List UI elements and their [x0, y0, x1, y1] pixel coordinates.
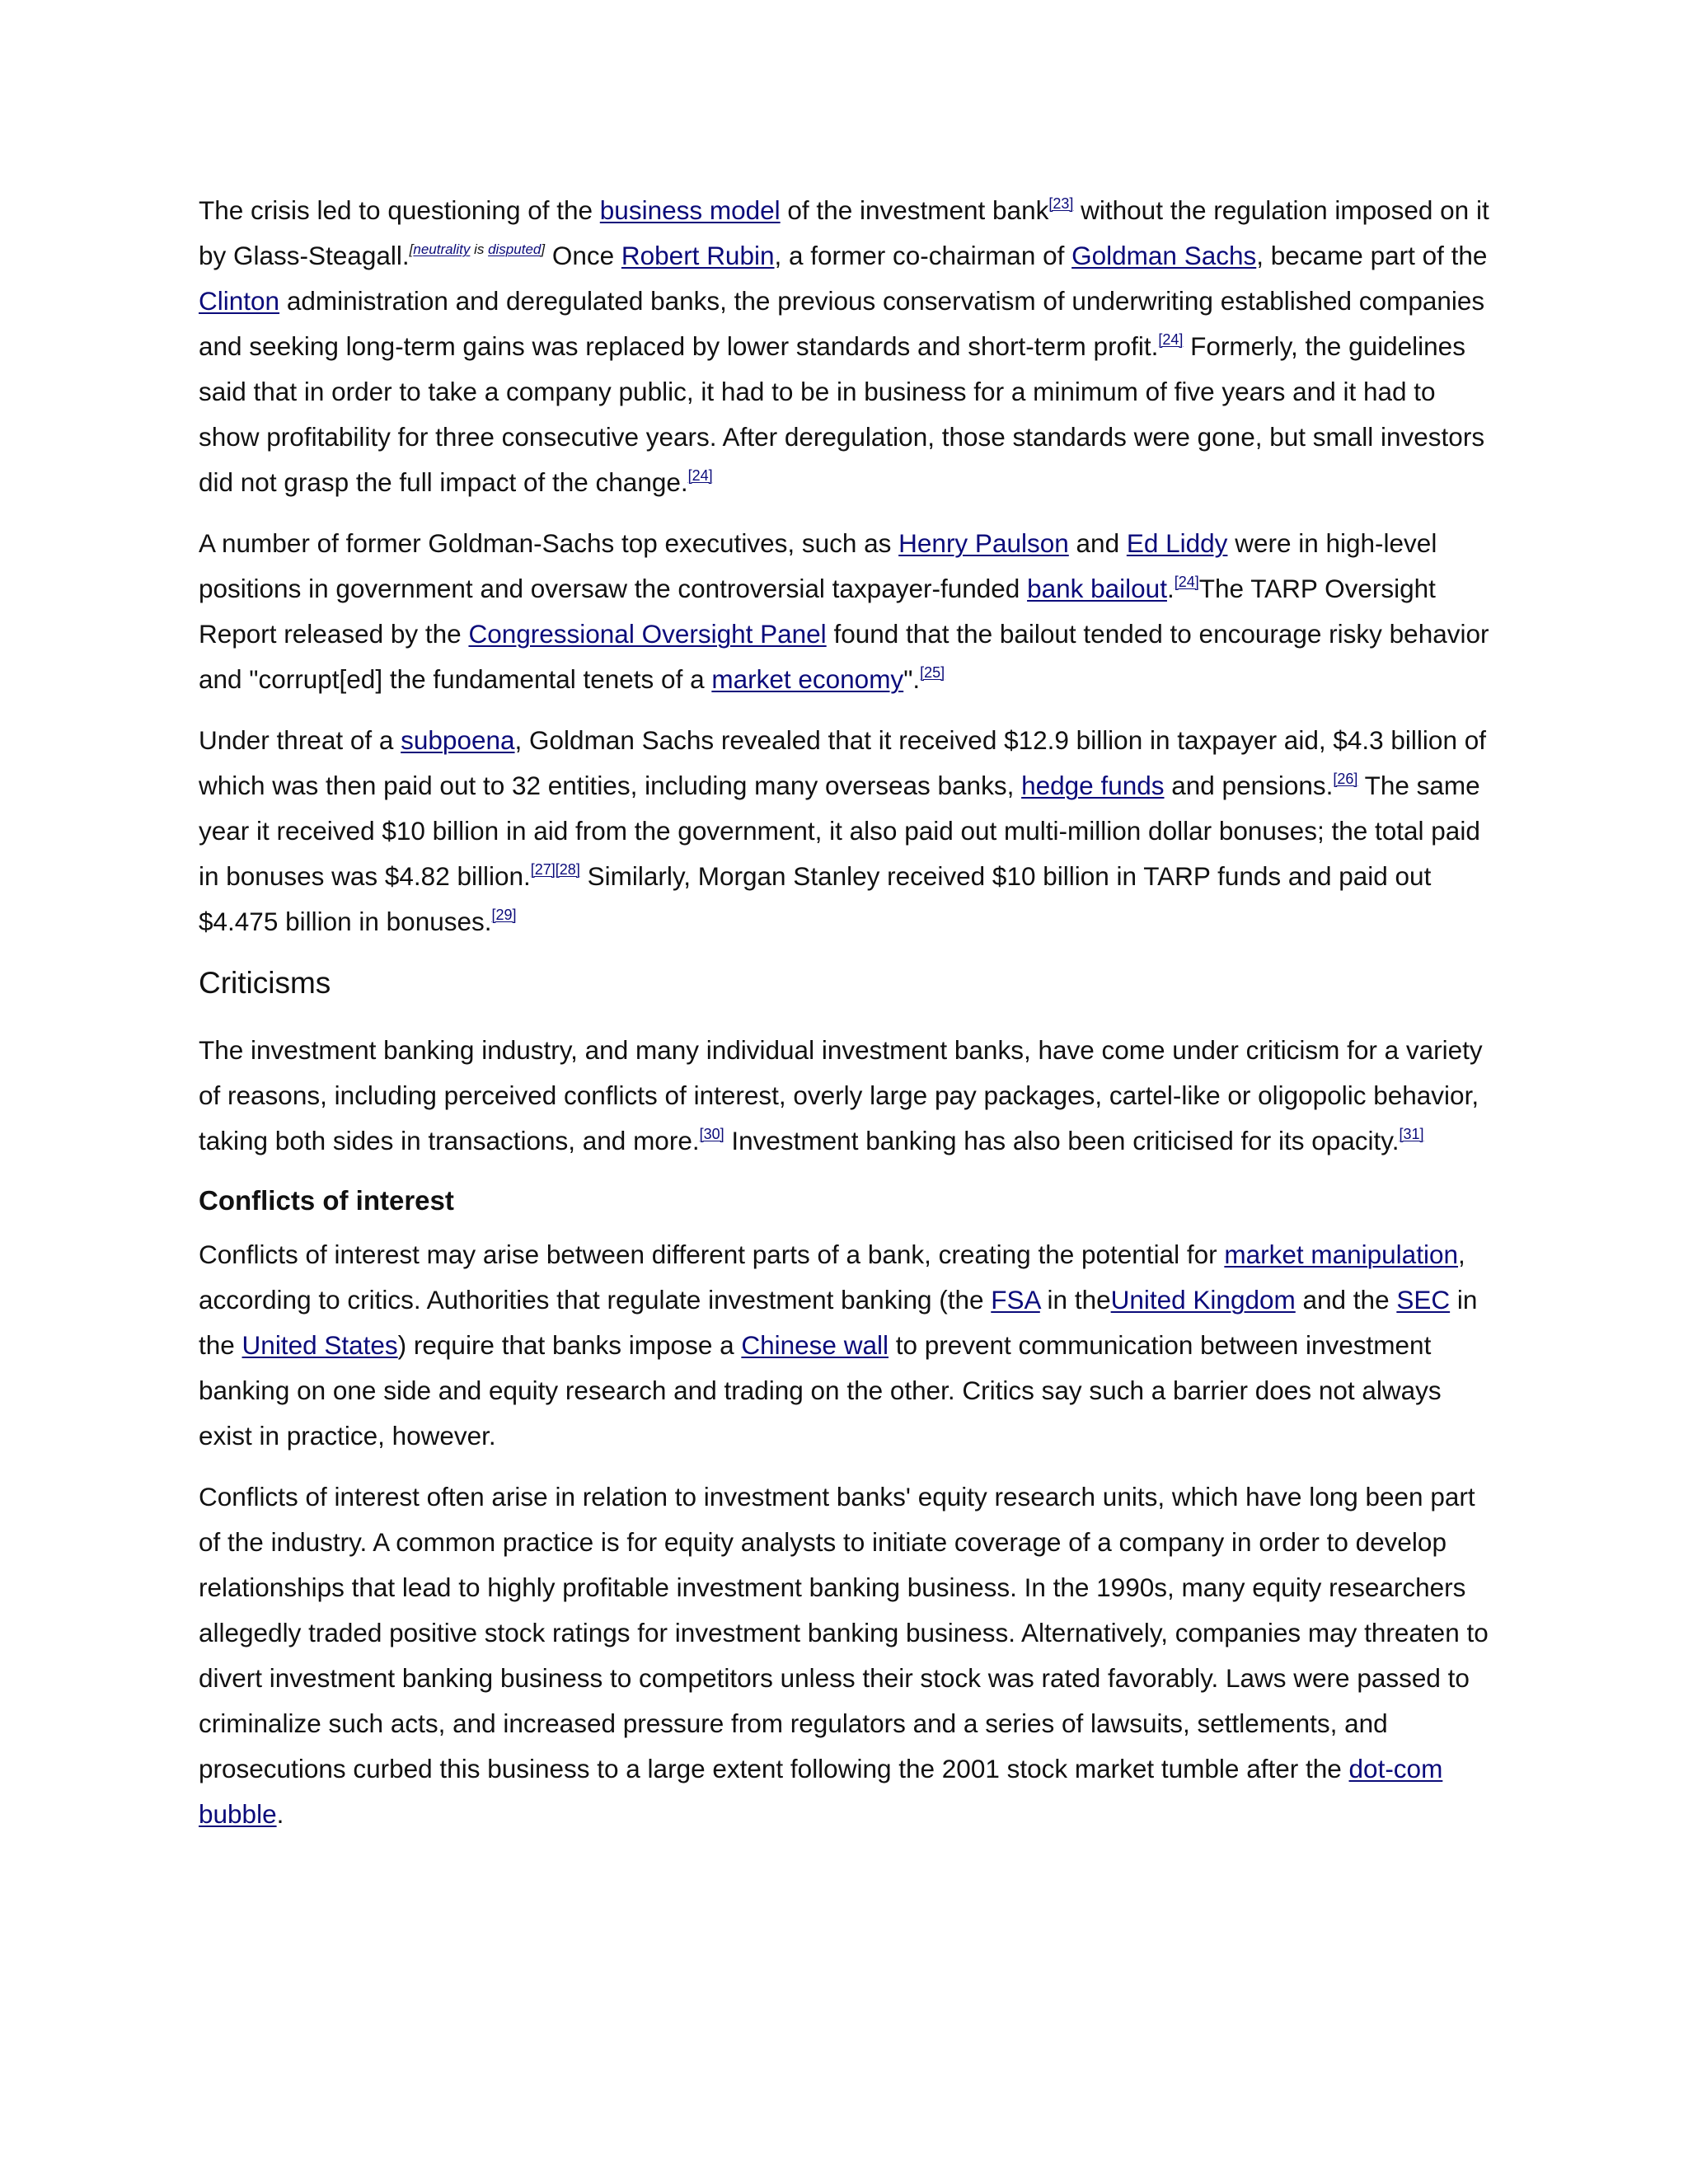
text: and the: [1295, 1285, 1397, 1315]
bracket: ]: [541, 241, 546, 257]
citation-26[interactable]: [26]: [1333, 771, 1358, 787]
text: Conflicts of interest may arise between different parts of a bank, creating the potential for: [199, 1240, 1225, 1269]
text: were in high-level positions in government and oversaw the controversial taxpayer-funded: [199, 528, 1437, 603]
link-bank-bailout[interactable]: bank bailout: [1027, 574, 1167, 603]
citation-31[interactable]: [31]: [1399, 1126, 1424, 1142]
text: The TARP Oversight Report released by the: [199, 574, 1436, 649]
link-disputed[interactable]: disputed: [488, 241, 542, 257]
paragraph-criticisms: [199, 1028, 1501, 1164]
text: The same year it received $10 billion in aid from the government, it also paid out multi-million dollar bonuses; the total paid in bonuses was $4.82 billion.: [199, 771, 1480, 891]
link-chinese-wall[interactable]: Chinese wall: [741, 1330, 889, 1360]
paragraph-goldman-executives: [199, 521, 1501, 702]
text: Under threat of a: [199, 725, 401, 755]
text: without the regulation imposed on it by Glass-Steagall.: [199, 195, 1489, 270]
link-united-states[interactable]: United States: [241, 1330, 398, 1360]
link-ed-liddy[interactable]: Ed Liddy: [1126, 528, 1228, 558]
text: , a former co-chairman of: [774, 241, 1072, 270]
link-united-kingdom[interactable]: United Kingdom: [1110, 1285, 1296, 1315]
link-henry-paulson[interactable]: Henry Paulson: [898, 528, 1069, 558]
link-clinton[interactable]: Clinton: [199, 286, 280, 316]
text: Investment banking has also been criticised for its opacity.: [724, 1126, 1400, 1155]
link-dot-com-bubble[interactable]: dot-com bubble: [199, 1754, 1443, 1829]
text: of the investment bank: [780, 195, 1049, 225]
section-heading-criticisms: Criticisms: [199, 966, 331, 1000]
text: in the: [1039, 1285, 1111, 1315]
citation-25[interactable]: [25]: [920, 664, 945, 681]
text: The investment banking industry, and many individual investment banks, have come under criticism for a variety of reasons, including perceived conflicts of interest, overly large pay packages, cartel-like or oligopolic behavior, taking both sides in transactions, and more.: [199, 1035, 1483, 1155]
text: in the: [199, 1285, 1478, 1360]
link-goldman-sachs[interactable]: Goldman Sachs: [1071, 241, 1257, 270]
text: .: [1166, 574, 1175, 603]
text: , according to critics. Authorities that regulate investment banking (the: [199, 1240, 1465, 1315]
link-market-manipulation[interactable]: market manipulation: [1224, 1240, 1458, 1269]
link-market-economy[interactable]: market economy: [711, 664, 904, 694]
text: , became part of the: [1256, 241, 1488, 270]
paragraph-crisis: [199, 188, 1501, 505]
bracket: [: [409, 241, 414, 257]
article-body: [199, 188, 1501, 1853]
link-hedge-funds[interactable]: hedge funds: [1021, 771, 1165, 800]
text: administration and deregulated banks, the previous conservatism of underwriting established companies and seeking long-term gains was replaced by lower standards and short-term profit.: [199, 286, 1485, 361]
text: Similarly, Morgan Stanley received $10 billion in TARP funds and paid out $4.475 billion in bonuses.: [199, 861, 1432, 936]
text: to prevent communication between investment banking on one side and equity research and trading on the other. Critics say such a barrier does not always exist in practice, however.: [199, 1330, 1442, 1451]
link-congressional-oversight-panel[interactable]: Congressional Oversight Panel: [468, 619, 827, 649]
citation-23[interactable]: [23]: [1048, 195, 1074, 212]
subsection-heading-conflicts-of-interest: Conflicts of interest: [199, 1185, 454, 1216]
citation-29[interactable]: [29]: [491, 907, 517, 923]
text: ".: [903, 664, 921, 694]
text: Once: [545, 241, 621, 270]
text: and: [1068, 528, 1127, 558]
text: , Goldman Sachs revealed that it received $12.9 billion in taxpayer aid, $4.3 billion of which was then paid out to 32 entities, including many overseas banks,: [199, 725, 1486, 800]
paragraph-equity-research: [199, 1474, 1501, 1837]
citation-27[interactable]: [27]: [530, 861, 556, 878]
paragraph-subpoena: [199, 718, 1501, 944]
text: Formerly, the guidelines said that in order to take a company public, it had to be in business for a minimum of five years and it had to show profitability for three consecutive years. After deregulation, those standards were gone, but small investors did not grasp the full impact of the change.: [199, 331, 1485, 497]
link-sec[interactable]: SEC: [1396, 1285, 1451, 1315]
link-business-model[interactable]: business model: [599, 195, 781, 225]
citation-24[interactable]: [24]: [1158, 331, 1184, 348]
link-fsa[interactable]: FSA: [991, 1285, 1040, 1315]
neutrality-disputed-tag: [410, 241, 545, 257]
text: and pensions.: [1164, 771, 1334, 800]
paragraph-conflicts-parts-of-bank: [199, 1232, 1501, 1459]
text: The crisis led to questioning of the: [199, 195, 600, 225]
text: is: [470, 241, 489, 257]
citation-24[interactable]: [24]: [687, 467, 713, 484]
text: ) require that banks impose a: [397, 1330, 742, 1360]
citation-24[interactable]: [24]: [1174, 574, 1199, 590]
text: Conflicts of interest often arise in relation to investment banks' equity research units, which have long been part of the industry. A common practice is for equity analysts to initiate coverage of a company in order to develop relationships that lead to highly profitable investment banking business. In the 1990s, many equity researchers allegedly traded positive stock ratings for investment banking business. Alternatively, companies may threaten to divert investment banking business to competitors unless their stock was rated favorably. Laws were passed to criminalize such acts, and increased pressure from regulators and a series of lawsuits, settlements, and prosecutions curbed this business to a large extent following the 2001 stock market tumble after the: [199, 1482, 1489, 1783]
link-neutrality[interactable]: neutrality: [413, 241, 471, 257]
citation-28[interactable]: [28]: [555, 861, 580, 878]
text: A number of former Goldman-Sachs top executives, such as: [199, 528, 899, 558]
citation-30[interactable]: [30]: [699, 1126, 724, 1142]
text: found that the bailout tended to encourage risky behavior and "corrupt[ed] the fundamental tenets of a: [199, 619, 1489, 694]
text: .: [276, 1799, 284, 1829]
link-subpoena[interactable]: subpoena: [401, 725, 515, 755]
link-robert-rubin[interactable]: Robert Rubin: [621, 241, 775, 270]
